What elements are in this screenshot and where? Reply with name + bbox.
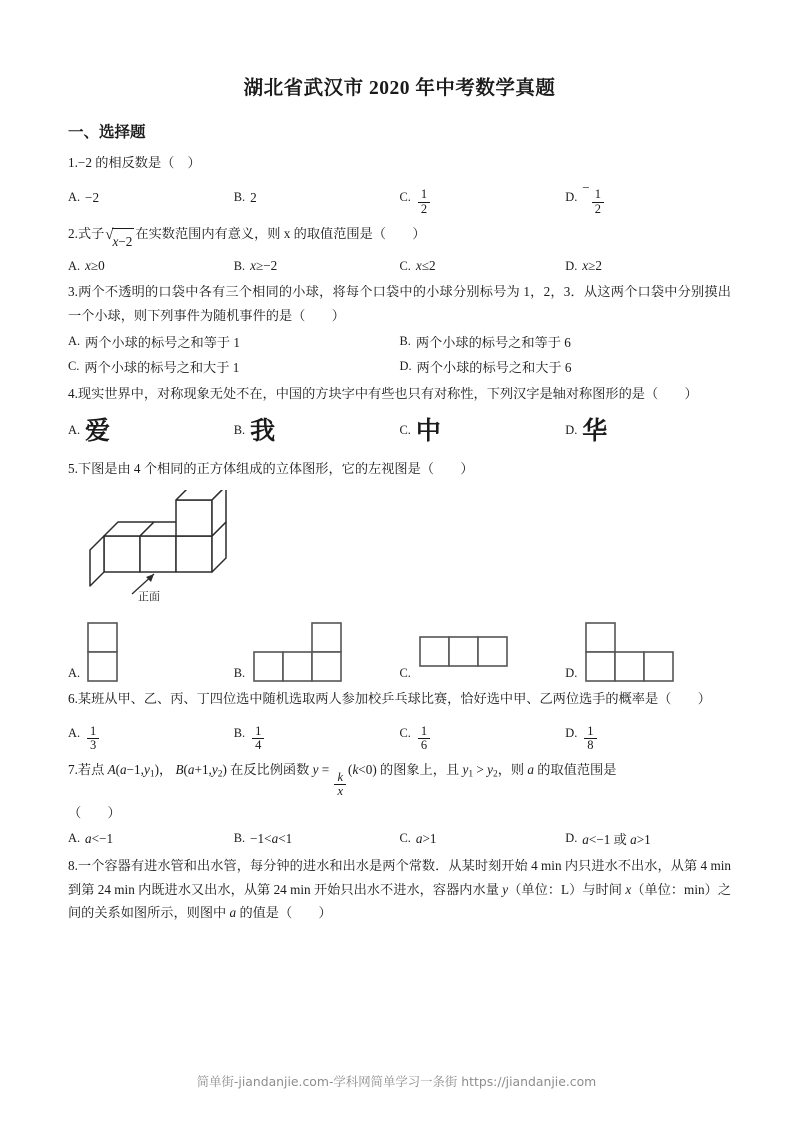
- question-1-stem: 1.−2 的相反数是（ ）: [68, 155, 201, 170]
- choice-6-D[interactable]: [565, 716, 731, 752]
- choice-value: [582, 716, 598, 752]
- question-5-stem: 5.下图是由 4 个相同的正方体组成的立体图形，它的左视图是（ ）: [68, 460, 474, 476]
- page-title: 湖北省武汉市 2020 年中考数学真题: [243, 78, 556, 99]
- choice-label: B.: [233, 831, 246, 846]
- choice-label: B.: [233, 726, 246, 741]
- choice-value: [416, 716, 432, 752]
- choice-label: B.: [233, 190, 246, 205]
- choice-1-B[interactable]: [234, 180, 400, 216]
- choice-label: C.: [399, 831, 411, 846]
- choice-label: C.: [399, 423, 411, 438]
- choice-value: 两个小球的标号之和大于 6: [416, 360, 572, 376]
- shape-row3-top-right: [251, 621, 343, 683]
- choice-7-A[interactable]: [68, 829, 234, 848]
- choice-label: C.: [399, 258, 411, 273]
- choice-5-A[interactable]: [68, 621, 234, 683]
- choice-label: A.: [68, 258, 81, 273]
- choice-label: A.: [68, 831, 81, 846]
- choice-label: D.: [565, 726, 578, 741]
- choice-value: a<−1: [85, 830, 114, 846]
- choice-label: D.: [565, 423, 578, 438]
- choice-label: C.: [399, 190, 411, 205]
- choice-value: 爱: [85, 416, 111, 446]
- choice-2-B[interactable]: [234, 258, 400, 274]
- choice-5-D[interactable]: [565, 621, 731, 683]
- choice-label: C.: [68, 359, 80, 374]
- choice-value: x≥−2: [250, 258, 278, 274]
- choice-value: 两个小球的标号之和等于 6: [415, 335, 571, 351]
- choice-6-B[interactable]: [234, 716, 400, 752]
- choice-7-B[interactable]: [234, 829, 400, 848]
- choice-value: a<−1 或 a>1: [582, 832, 651, 848]
- fraction-one-half: $\frac{1}{2}$: [418, 188, 430, 215]
- choice-value: 2: [250, 189, 257, 205]
- front-label: 正面: [138, 590, 160, 603]
- choice-3-A[interactable]: [68, 332, 400, 351]
- choice-value: 中: [415, 416, 441, 446]
- fraction-one-fourth: $\frac{1}{4}$: [252, 725, 264, 752]
- choice-7-C[interactable]: [400, 829, 566, 848]
- choice-6-A[interactable]: [68, 716, 234, 752]
- choice-value: −1<a<1: [250, 830, 293, 846]
- choice-4-A[interactable]: [68, 416, 234, 446]
- choice-value: x≥2: [582, 258, 602, 274]
- choice-label: B.: [233, 258, 246, 273]
- choice-value: 两个小球的标号之和大于 1: [84, 360, 240, 376]
- choice-6-C[interactable]: [400, 716, 566, 752]
- choice-label: A.: [68, 423, 81, 438]
- question-3-choices-row1: [68, 332, 731, 351]
- question-2-stem-pre: 2.式子: [68, 225, 105, 241]
- choice-4-B[interactable]: [233, 416, 400, 446]
- fraction-one-sixth: $\frac{1}{6}$: [418, 725, 430, 752]
- question-1-choices: [68, 180, 731, 216]
- question-5-choices: [68, 619, 731, 683]
- question-6-stem: 6.某班从甲、乙、丙、丁四位选中随机选取两人参加校乒乓球比赛，恰好选中甲、乙两位选手的概率是（ ）: [68, 691, 711, 707]
- question-2-stem-post: 在实数范围内有意义，则 x 的取值范围是（ ）: [135, 225, 426, 241]
- choice-1-D[interactable]: [565, 180, 731, 216]
- choice-3-D[interactable]: [400, 357, 732, 376]
- choice-label: C.: [399, 726, 411, 741]
- choice-value: −2: [85, 189, 100, 205]
- choice-value: x≤2: [415, 258, 436, 274]
- question-7-stem: 7.若点 $A(a-1,y_1)$， $B(a+1,y_2)$ 在反比例函数 y = $\frac{k}{x}$ (k<0) 的图象上，且 $y_1 > y_2$，则 a 的取值范围是: [68, 761, 617, 798]
- choice-value: [416, 180, 432, 216]
- question-7-stem-cont: （ ）: [68, 804, 121, 820]
- choice-value: [85, 716, 101, 752]
- choice-7-D[interactable]: [565, 829, 731, 848]
- choice-label: B.: [233, 666, 246, 681]
- question-2-stem: [68, 222, 731, 254]
- choice-1-A[interactable]: [68, 180, 234, 216]
- shape-row3-top-left: [583, 621, 675, 683]
- question-4-choices: [68, 411, 731, 451]
- choice-4-C[interactable]: [399, 416, 566, 446]
- fraction-one-eighth: $\frac{1}{8}$: [584, 725, 596, 752]
- choice-label: D.: [565, 190, 578, 205]
- choice-value: [250, 716, 266, 752]
- choice-label: C.: [399, 666, 411, 681]
- choice-3-B[interactable]: [400, 332, 732, 351]
- question-7-choices: [68, 829, 731, 848]
- section-heading: 一、选择题: [68, 124, 146, 141]
- question-5-solid-figure: [86, 490, 731, 607]
- choice-2-D[interactable]: [565, 258, 731, 274]
- choice-value: a>1: [415, 830, 437, 846]
- choice-2-A[interactable]: [68, 258, 234, 274]
- choice-label: D.: [565, 831, 578, 846]
- choice-value: 我: [250, 416, 276, 446]
- question-2-choices: [68, 258, 731, 274]
- question-8-stem: 8.一个容器有进水管和出水管，每分钟的进水和出水是两个常数．从某时刻开始 4 min 内只进水不出水，从第 4 min 到第 24 min 内既进水又出水，从第 24 min 开始只出水不进水，容器内水量 y（单位：L）与时间 x（单位：min）之间的关系如图所示，则图中 a 的值是（ ）: [68, 858, 732, 921]
- choice-value: x≥0: [85, 258, 105, 274]
- choice-1-C[interactable]: [400, 180, 566, 216]
- question-3-choices-row2: [68, 357, 731, 376]
- choice-3-C[interactable]: [68, 357, 400, 376]
- cube-solid-diagram: [86, 490, 276, 602]
- choice-value: 华: [582, 416, 608, 446]
- shape-vertical-2: [86, 621, 120, 683]
- choice-5-C[interactable]: [400, 621, 566, 683]
- choice-label: D.: [565, 258, 578, 273]
- choice-4-D[interactable]: [565, 416, 731, 446]
- choice-label: A.: [68, 726, 81, 741]
- sqrt-icon: √ x−2: [105, 228, 134, 254]
- fraction-one-half: $\frac{1}{2}$: [592, 188, 604, 215]
- fraction-k-over-x: $\frac{k}{x}$: [334, 771, 346, 798]
- shape-row3: [417, 621, 509, 683]
- choice-value: − $\frac{1}{2}$: [582, 180, 606, 216]
- choice-value: 两个小球的标号之和等于 1: [85, 335, 240, 351]
- choice-label: D.: [565, 666, 578, 681]
- choice-label: A.: [68, 666, 81, 681]
- question-6-choices: [68, 716, 731, 752]
- choice-label: A.: [68, 334, 81, 349]
- choice-label: B.: [233, 423, 246, 438]
- choice-2-C[interactable]: [400, 258, 566, 274]
- choice-label: B.: [399, 334, 411, 349]
- footer-watermark: 简单街-jiandanjie.com-学科网简单学习一条街 https://jiandanjie.com: [196, 1074, 597, 1089]
- choice-label: D.: [399, 359, 412, 374]
- question-4-stem: 4.现实世界中，对称现象无处不在，中国的方块字中有些也只有对称性，下列汉字是轴对称图形的是（ ）: [68, 386, 698, 402]
- choice-5-B[interactable]: [234, 621, 400, 683]
- question-3-stem: 3.两个不透明的口袋中各有三个相同的小球，将每个口袋中的小球分别标号为 1，2，3．从这两个口袋中分别摸出一个小球，则下列事件为随机事件的是（ ）: [68, 284, 731, 323]
- choice-label: A.: [68, 190, 81, 205]
- fraction-one-third: $\frac{1}{3}$: [87, 725, 99, 752]
